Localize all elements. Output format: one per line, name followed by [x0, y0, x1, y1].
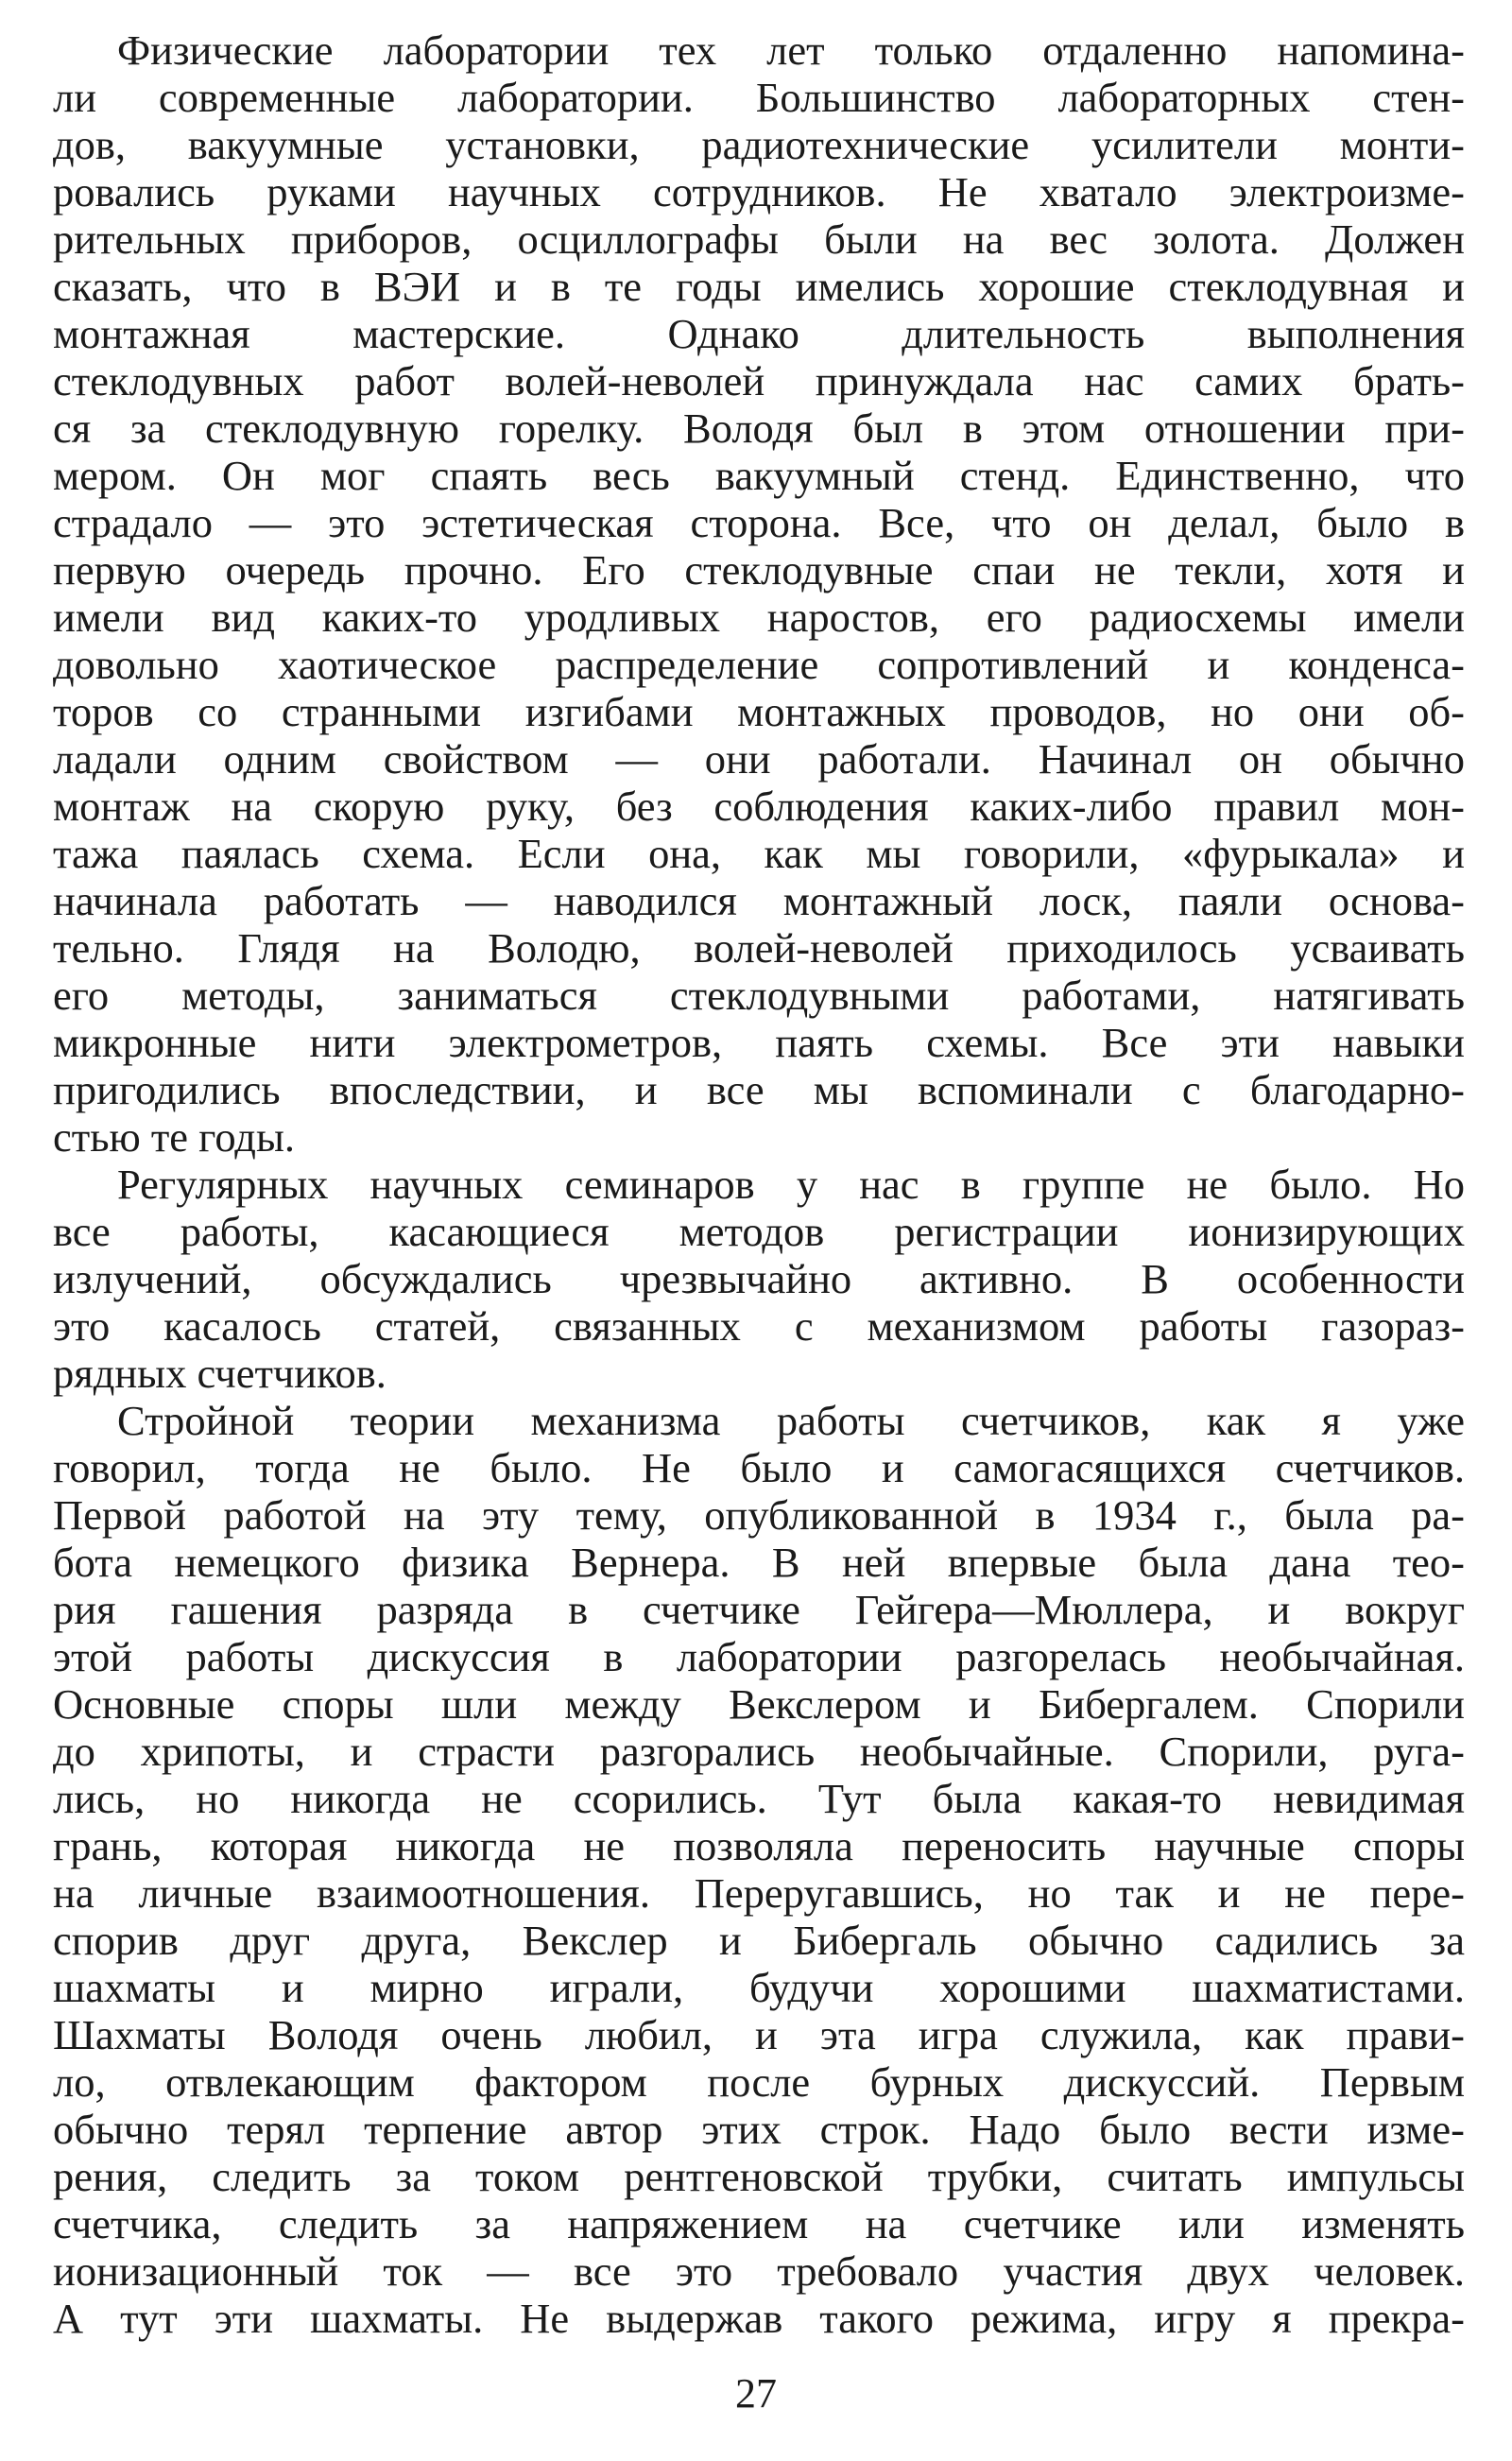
- text-line: стью те годы.: [53, 1113, 295, 1161]
- text-line: шахматы и мирно играли, будучи хорошими шахматистами.: [53, 1964, 1465, 2011]
- text-line: мером. Он мог спаять весь вакуумный стенд. Единственно, что: [53, 452, 1465, 499]
- text-line: лись, но никогда не ссорились. Тут была какая-то невидимая: [53, 1775, 1465, 1822]
- text-line: рения, следить за током рентгеновской трубки, считать импульсы: [53, 2153, 1465, 2200]
- text-line: Физические лаборатории тех лет только отдаленно напомина-: [117, 26, 1465, 74]
- text-line: Основные споры шли между Векслером и Бибергалем. Спорили: [53, 1680, 1465, 1728]
- paragraph: [53, 1397, 1465, 2342]
- text-line: ся за стеклодувную горелку. Володя был в этом отношении при-: [53, 404, 1465, 452]
- text-line: микронные нити электрометров, паять схемы. Все эти навыки: [53, 1019, 1465, 1066]
- text-line: монтажная мастерские. Однако длительность выполнения: [53, 310, 1465, 357]
- text-line: рядных счетчиков.: [53, 1350, 387, 1397]
- text-line: Шахматы Володя очень любил, и эта игра служила, как прави-: [53, 2011, 1465, 2058]
- body-text: [53, 26, 1465, 2342]
- text-line: тельно. Глядя на Володю, волей-неволей приходилось усваивать: [53, 924, 1465, 972]
- paragraph: [53, 26, 1465, 1161]
- text-line: первую очередь прочно. Его стеклодувные спаи не текли, хотя и: [53, 546, 1465, 594]
- text-line: ровались руками научных сотрудников. Не хватало электроизме-: [53, 168, 1465, 215]
- text-line: монтаж на скорую руку, без соблюдения каких-либо правил мон-: [53, 783, 1465, 830]
- text-line: пригодились впоследствии, и все мы вспоминали с благодарно-: [53, 1066, 1465, 1113]
- text-line: рия гашения разряда в счетчике Гейгера—Мюллера, и вокруг: [53, 1586, 1465, 1633]
- text-line: страдало — это эстетическая сторона. Все, что он делал, было в: [53, 499, 1465, 546]
- text-line: говорил, тогда не было. Не было и самогасящихся счетчиков.: [53, 1444, 1465, 1491]
- text-line: Регулярных научных семинаров у нас в группе не было. Но: [117, 1161, 1465, 1208]
- text-line: спорив друг друга, Векслер и Бибергаль обычно садились за: [53, 1917, 1465, 1964]
- text-line: излучений, обсуждались чрезвычайно активно. В особенности: [53, 1255, 1465, 1302]
- text-line: на личные взаимоотношения. Переругавшись, но так и не пере-: [53, 1869, 1465, 1917]
- text-line: ладали одним свойством — они работали. Начинал он обычно: [53, 735, 1465, 783]
- text-line: рительных приборов, осциллографы были на вес золота. Должен: [53, 215, 1465, 263]
- text-line: тажа паялась схема. Если она, как мы говорили, «фурыкала» и: [53, 830, 1465, 877]
- text-line: Стройной теории механизма работы счетчиков, как я уже: [117, 1397, 1465, 1444]
- text-line: счетчика, следить за напряжением на счетчике или изменять: [53, 2200, 1465, 2247]
- text-line: А тут эти шахматы. Не выдержав такого режима, игру я прекра-: [53, 2295, 1465, 2342]
- text-line: Первой работой на эту тему, опубликованной в 1934 г., была ра-: [53, 1491, 1465, 1539]
- text-line: обычно терял терпение автор этих строк. Надо было вести изме-: [53, 2106, 1465, 2153]
- text-line: стеклодувных работ волей-неволей принуждала нас самих брать-: [53, 357, 1465, 404]
- text-line: торов со странными изгибами монтажных проводов, но они об-: [53, 688, 1465, 735]
- text-line: ли современные лаборатории. Большинство лабораторных стен-: [53, 74, 1465, 121]
- text-line: этой работы дискуссия в лаборатории разгорелась необычайная.: [53, 1633, 1465, 1680]
- text-line: ло, отвлекающим фактором после бурных дискуссий. Первым: [53, 2058, 1465, 2106]
- text-line: довольно хаотическое распределение сопротивлений и конденса-: [53, 641, 1465, 688]
- page-number: 27: [735, 2370, 777, 2417]
- text-line: бота немецкого физика Вернера. В ней впервые была дана тео-: [53, 1539, 1465, 1586]
- text-line: начинала работать — наводился монтажный лоск, паяли основа-: [53, 877, 1465, 924]
- text-line: это касалось статей, связанных с механизмом работы газораз-: [53, 1302, 1465, 1350]
- text-line: имели вид каких-то уродливых наростов, его радиосхемы имели: [53, 594, 1465, 641]
- text-line: ионизационный ток — все это требовало участия двух человек.: [53, 2247, 1465, 2295]
- text-line: грань, которая никогда не позволяла переносить научные споры: [53, 1822, 1465, 1869]
- text-line: дов, вакуумные установки, радиотехнические усилители монти-: [53, 121, 1465, 168]
- text-line: сказать, что в ВЭИ и в те годы имелись хорошие стеклодувная и: [53, 263, 1465, 310]
- text-line: все работы, касающиеся методов регистрации ионизирующих: [53, 1208, 1465, 1255]
- text-line: до хрипоты, и страсти разгорались необычайные. Спорили, руга-: [53, 1728, 1465, 1775]
- text-line: его методы, заниматься стеклодувными работами, натягивать: [53, 972, 1465, 1019]
- paragraph: [53, 1161, 1465, 1397]
